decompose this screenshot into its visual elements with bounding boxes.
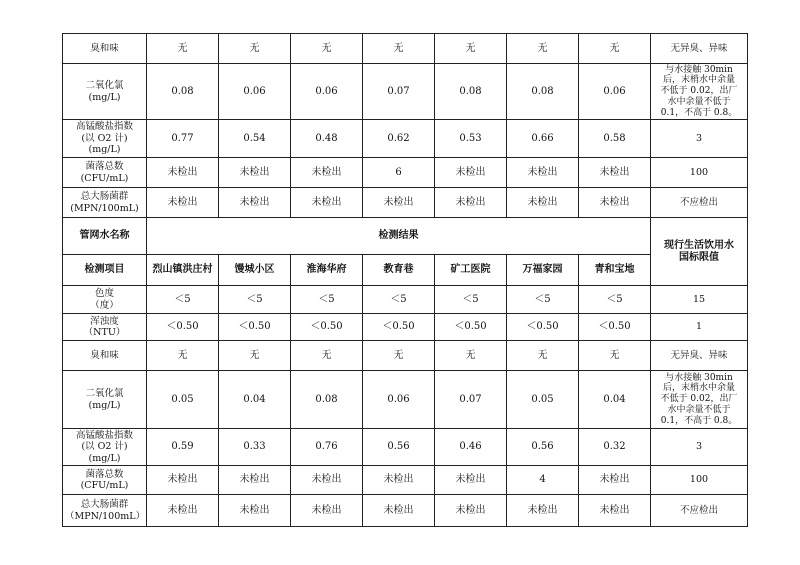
- cell-line: 100: [689, 166, 709, 178]
- result-cell: 0.46: [435, 429, 507, 466]
- result-cell: ＜0.50: [435, 314, 507, 341]
- result-cell: 0.77: [147, 120, 219, 158]
- result-cell: ＜0.50: [219, 314, 291, 341]
- water-quality-table: [62, 33, 748, 527]
- result-cell: 0.58: [579, 120, 651, 158]
- standard-limit-cell: [651, 495, 748, 527]
- table-row: [63, 429, 748, 466]
- standard-limit-cell: [651, 429, 748, 466]
- result-cell: ＜5: [291, 286, 363, 314]
- cell-line: 后，末梢水中余量: [662, 383, 735, 394]
- result-cell: 0.59: [147, 429, 219, 466]
- result-cell: 未检出: [579, 188, 651, 218]
- result-cell: 未检出: [507, 158, 579, 188]
- result-cell: 未检出: [579, 495, 651, 527]
- standard-header: 现行生活饮用水 国标限值: [651, 218, 748, 286]
- section-1-body: [63, 34, 748, 218]
- cell-line: 15: [692, 293, 706, 305]
- row-label: [63, 158, 147, 188]
- section-2-body: [63, 286, 748, 527]
- cell-line: 不低于 0.02，出厂: [660, 86, 738, 97]
- result-cell: 无: [291, 341, 363, 371]
- site-header: 教育巷: [363, 255, 435, 286]
- row-label: [63, 429, 147, 466]
- result-cell: 无: [435, 341, 507, 371]
- result-cell: ＜5: [147, 286, 219, 314]
- result-cell: ＜0.50: [579, 314, 651, 341]
- cell-line: 二氧化氯: [85, 80, 124, 92]
- standard-limit-cell: [651, 120, 748, 158]
- result-cell: 未检出: [291, 188, 363, 218]
- result-cell: 0.07: [435, 371, 507, 429]
- result-cell: 未检出: [147, 158, 219, 188]
- cell-line: 0.1，不高于 0.8。: [660, 415, 738, 426]
- result-cell: 无: [219, 34, 291, 64]
- cell-line: 无异臭、异味: [670, 42, 728, 54]
- cell-line: 总大肠菌群: [80, 191, 129, 203]
- result-cell: 0.06: [579, 64, 651, 120]
- result-cell: 无: [507, 34, 579, 64]
- cell-line: (mg/L): [88, 452, 121, 464]
- standard-limit-cell: [651, 34, 748, 64]
- cell-line: (CFU/mL): [80, 480, 129, 491]
- table-row: [63, 314, 748, 341]
- cell-line: （NTU）: [83, 327, 126, 338]
- standard-limit-cell: [651, 466, 748, 495]
- cell-line: (以 O2 计): [81, 441, 128, 453]
- standard-limit-cell: [651, 286, 748, 314]
- result-cell: ＜5: [363, 286, 435, 314]
- result-cell: 未检出: [147, 188, 219, 218]
- cell-line: （度）: [90, 299, 119, 311]
- result-cell: 未检出: [435, 466, 507, 495]
- cell-line: (mg/L): [88, 399, 121, 411]
- result-cell: ＜5: [507, 286, 579, 314]
- cell-line: (mg/L): [88, 91, 121, 103]
- result-cell: 0.66: [507, 120, 579, 158]
- result-cell: 0.06: [363, 371, 435, 429]
- result-cell: 4: [507, 466, 579, 495]
- cell-line: 高锰酸盐指数: [75, 121, 133, 133]
- cell-line: 二氧化氯: [85, 388, 124, 400]
- result-cell: 未检出: [507, 495, 579, 527]
- row-label: [63, 371, 147, 429]
- result-cell: 未检出: [147, 495, 219, 527]
- cell-line: 臭和味: [90, 349, 119, 361]
- table-row: [63, 495, 748, 527]
- cell-line: 臭和味: [90, 42, 119, 54]
- results-header: 检测结果: [147, 218, 651, 255]
- cell-line: 菌落总数: [85, 161, 124, 173]
- table-row: [63, 286, 748, 314]
- standard-limit-cell: [651, 314, 748, 341]
- row-label: [63, 495, 147, 527]
- cell-line: 菌落总数: [85, 468, 124, 480]
- result-cell: 0.08: [147, 64, 219, 120]
- site-header: 矿工医院: [435, 255, 507, 286]
- result-cell: 未检出: [147, 466, 219, 495]
- cell-line: (MPN/100mL): [70, 202, 139, 214]
- result-cell: ＜0.50: [147, 314, 219, 341]
- result-cell: ＜5: [219, 286, 291, 314]
- result-cell: 0.07: [363, 64, 435, 120]
- result-cell: 无: [363, 341, 435, 371]
- result-cell: 未检出: [291, 466, 363, 495]
- result-cell: 0.04: [219, 371, 291, 429]
- row-label: [63, 34, 147, 64]
- table-row: [63, 466, 748, 495]
- result-cell: 0.56: [363, 429, 435, 466]
- result-cell: 0.04: [579, 371, 651, 429]
- result-cell: 0.62: [363, 120, 435, 158]
- row-label: [63, 64, 147, 120]
- cell-line: 后，末梢水中余量: [662, 75, 735, 86]
- result-cell: 未检出: [363, 188, 435, 218]
- result-cell: ＜0.50: [507, 314, 579, 341]
- result-cell: 未检出: [579, 158, 651, 188]
- table-row: [63, 158, 748, 188]
- site-header: 馒城小区: [219, 255, 291, 286]
- result-cell: 0.05: [147, 371, 219, 429]
- result-cell: 无: [579, 341, 651, 371]
- result-cell: 未检出: [435, 158, 507, 188]
- cell-line: 高锰酸盐指数: [75, 429, 133, 441]
- result-cell: 未检出: [507, 188, 579, 218]
- name-header: 管网水名称: [63, 218, 147, 255]
- row-label: [63, 314, 147, 341]
- cell-line: 色度: [94, 288, 114, 300]
- cell-line: 水中余量不低于: [667, 96, 731, 107]
- row-label: [63, 466, 147, 495]
- cell-line: 总大肠菌群: [80, 499, 129, 511]
- site-header: 烈山镇洪庄村: [147, 255, 219, 286]
- table-row: [63, 120, 748, 158]
- result-cell: 0.48: [291, 120, 363, 158]
- cell-line: 不低于 0.02，出厂: [660, 394, 738, 405]
- result-cell: 无: [435, 34, 507, 64]
- cell-line: 3: [695, 132, 703, 144]
- standard-limit-cell: [651, 64, 748, 120]
- site-header: 青和宝地: [579, 255, 651, 286]
- standard-limit-cell: [651, 188, 748, 218]
- result-cell: 0.33: [219, 429, 291, 466]
- result-cell: 无: [507, 341, 579, 371]
- result-cell: 无: [147, 341, 219, 371]
- result-cell: 未检出: [291, 158, 363, 188]
- table-row: [63, 34, 748, 64]
- cell-line: 3: [695, 441, 703, 453]
- site-header: 万福家园: [507, 255, 579, 286]
- result-cell: 未检出: [291, 495, 363, 527]
- table-header: [63, 218, 748, 286]
- site-header: 淮海华府: [291, 255, 363, 286]
- result-cell: 0.05: [507, 371, 579, 429]
- result-cell: 0.54: [219, 120, 291, 158]
- row-label: [63, 188, 147, 218]
- result-cell: 0.08: [291, 371, 363, 429]
- cell-line: 100: [689, 474, 709, 486]
- row-label: [63, 341, 147, 371]
- result-cell: ＜5: [435, 286, 507, 314]
- table-row: [63, 64, 748, 120]
- result-cell: 未检出: [219, 158, 291, 188]
- table-row: [63, 341, 748, 371]
- result-cell: ＜0.50: [291, 314, 363, 341]
- cell-line: 与水接触 30min: [665, 64, 733, 75]
- result-cell: ＜0.50: [363, 314, 435, 341]
- cell-line: (mg/L): [88, 144, 121, 156]
- cell-line: 1: [695, 321, 703, 333]
- result-cell: 0.06: [291, 64, 363, 120]
- result-cell: 0.76: [291, 429, 363, 466]
- result-cell: 6: [363, 158, 435, 188]
- result-cell: 0.32: [579, 429, 651, 466]
- table-row: [63, 188, 748, 218]
- table-row: [63, 371, 748, 429]
- result-cell: ＜5: [579, 286, 651, 314]
- cell-line: 无异臭、异味: [670, 349, 728, 361]
- result-cell: 0.08: [507, 64, 579, 120]
- result-cell: 无: [291, 34, 363, 64]
- result-cell: 未检出: [363, 495, 435, 527]
- cell-line: (以 O2 计): [81, 132, 128, 144]
- result-cell: 0.53: [435, 120, 507, 158]
- result-cell: 未检出: [579, 466, 651, 495]
- row-label: [63, 120, 147, 158]
- result-cell: 无: [579, 34, 651, 64]
- cell-line: (CFU/mL): [80, 172, 129, 184]
- cell-line: 浑浊度: [90, 315, 119, 327]
- result-cell: 未检出: [219, 188, 291, 218]
- cell-line: 不应检出: [679, 504, 718, 516]
- cell-line: （MPN/100mL）: [65, 510, 146, 522]
- cell-line: 不应检出: [679, 196, 718, 208]
- result-cell: 未检出: [435, 188, 507, 218]
- cell-line: 0.1，不高于 0.8。: [660, 107, 738, 118]
- result-cell: 无: [147, 34, 219, 64]
- standard-limit-cell: [651, 341, 748, 371]
- result-cell: 未检出: [363, 466, 435, 495]
- result-cell: 未检出: [435, 495, 507, 527]
- result-cell: 0.56: [507, 429, 579, 466]
- result-cell: 0.08: [435, 64, 507, 120]
- cell-line: 水中余量不低于: [667, 404, 731, 415]
- cell-line: 与水接触 30min: [665, 372, 733, 383]
- result-cell: 无: [219, 341, 291, 371]
- result-cell: 未检出: [219, 466, 291, 495]
- standard-limit-cell: [651, 158, 748, 188]
- row-label: [63, 286, 147, 314]
- standard-limit-cell: [651, 371, 748, 429]
- result-cell: 未检出: [219, 495, 291, 527]
- result-cell: 无: [363, 34, 435, 64]
- result-cell: 0.06: [219, 64, 291, 120]
- item-header: 检测项目: [63, 255, 147, 286]
